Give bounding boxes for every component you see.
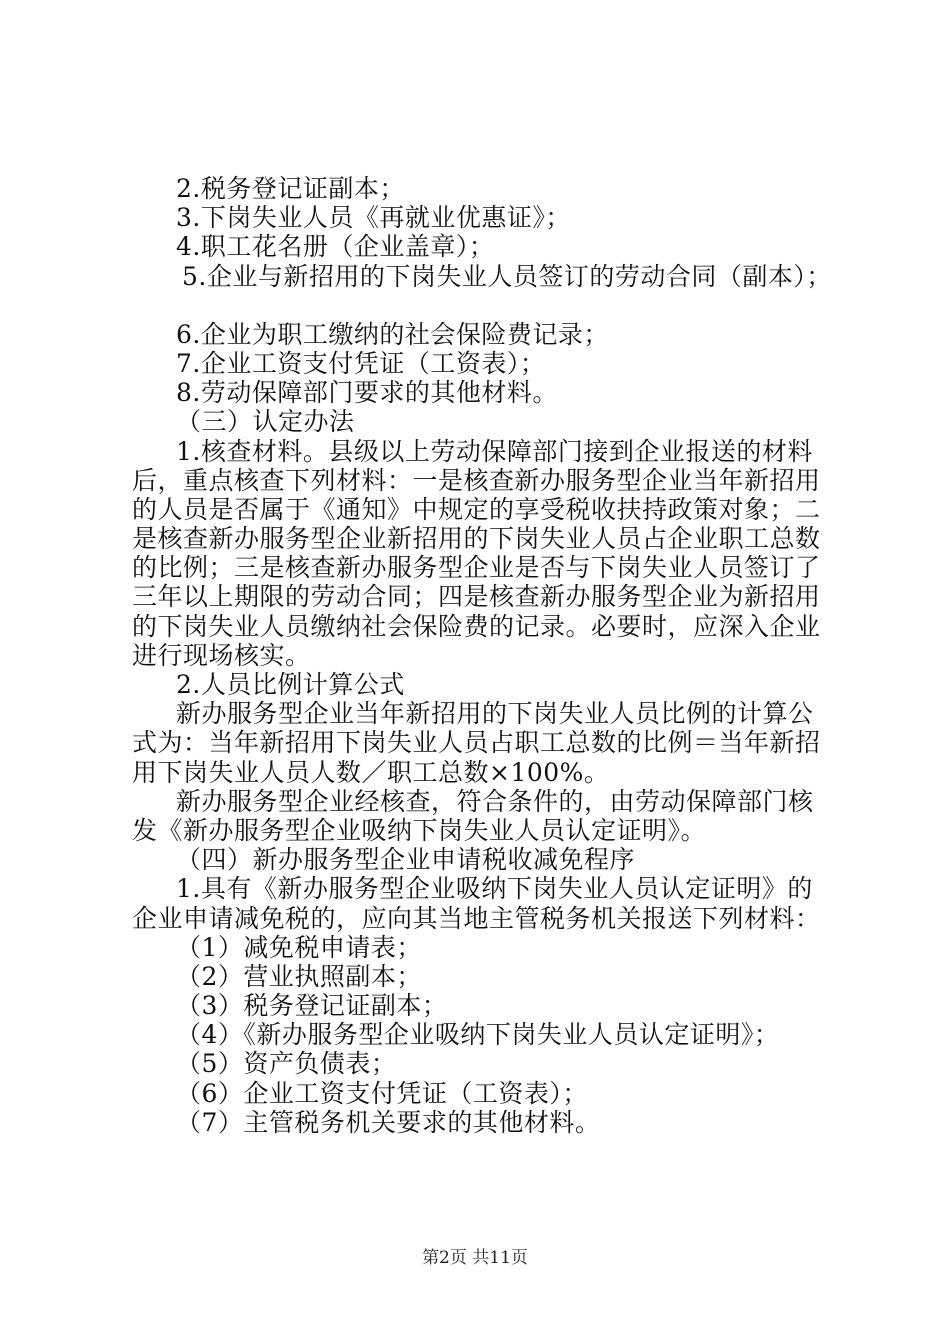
list-item: （7）主管税务机关要求的其他材料。 <box>176 1107 601 1137</box>
section-heading: （三）认定办法 <box>176 407 355 437</box>
text-line: 1.具有《新办服务型企业吸纳下岗失业人员认定证明》的 <box>176 874 813 904</box>
list-item: （3）税务登记证副本； <box>176 991 448 1021</box>
text-line: 后，重点核查下列材料：一是核查新办服务型企业当年新招用 <box>132 465 821 495</box>
page-footer <box>0 1243 950 1268</box>
text-line: 2.税务登记证副本； <box>176 174 405 203</box>
text-line: 进行现场核实。 <box>132 640 311 670</box>
text-line: 三年以上期限的劳动合同；四是核查新办服务型企业为新招用 <box>132 582 821 612</box>
text-line: 企业申请减免税的，应向其当地主管税务机关报送下列材料： <box>132 903 821 933</box>
text-line: 式为：当年新招用下岗失业人员占职工总数的比例＝当年新招 <box>132 728 821 758</box>
text-line: 6.企业为职工缴纳的社会保险费记录； <box>176 319 609 349</box>
list-item: （4）《新办服务型企业吸纳下岗失业人员认定证明》； <box>176 1020 780 1050</box>
text-line: 发《新办服务型企业吸纳下岗失业人员认定证明》。 <box>132 815 707 845</box>
text-line: 8.劳动保障部门要求的其他材料。 <box>176 378 558 408</box>
text-line: 是核查新办服务型企业新招用的下岗失业人员占企业职工总数 <box>132 524 821 554</box>
text-line: 3.下岗失业人员《再就业优惠证》； <box>176 203 571 233</box>
list-item: （6）企业工资支付凭证（工资表）； <box>176 1078 588 1108</box>
text-line: 的比例；三是核查新办服务型企业是否与下岗失业人员签订了 <box>132 553 821 583</box>
list-item: （2）营业执照副本； <box>176 961 422 991</box>
text-line: 1.核查材料。县级以上劳动保障部门接到企业报送的材料 <box>176 436 813 466</box>
text-line: 新办服务型企业当年新招用的下岗失业人员比例的计算公 <box>176 699 814 729</box>
list-item: （1）减免税申请表； <box>176 932 422 962</box>
page-number: 第2页 共11页 <box>422 1248 528 1268</box>
subsection-heading: 2.人员比例计算公式 <box>176 670 405 699</box>
text-line: 7.企业工资支付凭证（工资表）； <box>176 348 546 378</box>
text-line: 5.企业与新招用的下岗失业人员签订的劳动合同（副本）； <box>182 261 832 291</box>
document-body <box>132 174 832 1137</box>
list-item: （5）资产负债表； <box>176 1049 397 1079</box>
text-line: 用下岗失业人员人数／职工总数×100%。 <box>132 757 610 787</box>
text-line: 新办服务型企业经核查，符合条件的，由劳动保障部门核 <box>176 786 814 816</box>
section-heading: （四）新办服务型企业申请税收减免程序 <box>176 845 636 875</box>
text-line: 的人员是否属于《通知》中规定的享受税收扶持政策对象；二 <box>132 494 821 524</box>
text-line: 的下岗失业人员缴纳社会保险费的记录。必要时，应深入企业 <box>132 611 821 641</box>
text-line: 4.职工花名册（企业盖章）； <box>176 232 495 262</box>
